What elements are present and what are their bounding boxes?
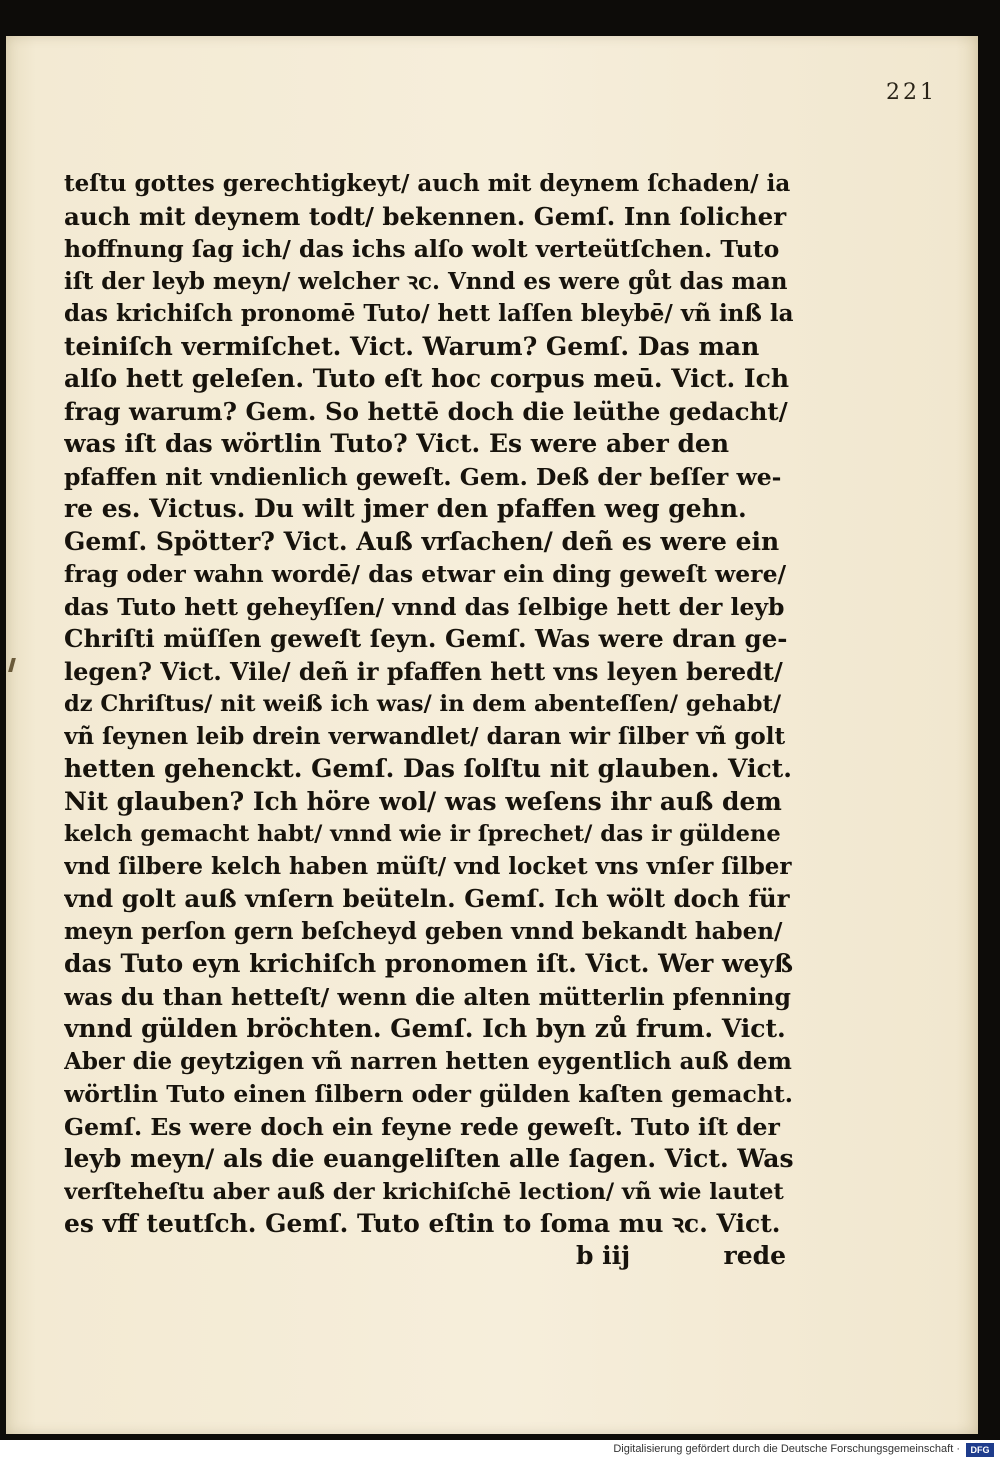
folio-number: 221 xyxy=(886,80,937,105)
text-line: meyn perſon gern beſcheyd geben vnnd bekandt haben/ xyxy=(64,917,783,945)
text-line: was iſt das wörtlin Tuto? Vict. Es were aber den xyxy=(64,429,730,458)
text-line: frag oder wahn wordē/ das etwar ein ding geweſt were/ xyxy=(64,560,787,588)
credit-footer xyxy=(0,1440,1000,1462)
dfg-logo-icon: DFG xyxy=(966,1443,994,1457)
page-text xyxy=(64,168,794,1241)
text-line: das Tuto eyn krichiſch pronomen iſt. Vict. Wer weyß xyxy=(64,949,793,978)
text-line: pfaffen nit vndienlich geweſt. Gem. Deß der beſſer we- xyxy=(64,462,782,491)
text-line: teiniſch vermiſchet. Vict. Warum? Gemſ. Das man xyxy=(64,331,760,361)
text-line: wörtlin Tuto einen ſilbern oder gülden kaſten gemacht. xyxy=(64,1080,793,1108)
text-line: alſo hett geleſen. Tuto eſt hoc corpus meū. Vict. Ich xyxy=(64,364,790,393)
text-line: teſtu gottes gerechtigkeyt/ auch mit deynem ſchaden/ ia xyxy=(64,170,791,197)
text-line: vnnd gülden bröchten. Gemſ. Ich byn zů frum. Vict. xyxy=(64,1014,786,1043)
text-line: es vff teutſch. Gemſ. Tuto eſtin to ſoma mu ꝛc. Vict. xyxy=(64,1209,781,1238)
text-line: hoffnung ſag ich/ das ichs alſo wolt verteütſchen. Tuto xyxy=(64,235,780,263)
book-page xyxy=(6,36,978,1434)
catchword: rede xyxy=(723,1241,786,1270)
text-line: das Tuto hett geheyſſen/ vnnd das ſelbige hett der leyb xyxy=(64,592,785,621)
margin-mark xyxy=(8,658,16,672)
funding-credit: Digitalisierung gefördert durch die Deutsche Forschungsgemeinschaft · xyxy=(613,1443,960,1455)
text-line: was du than hetteſt/ wenn die alten mütterlin pfenning xyxy=(64,982,791,1011)
text-line: legen? Vict. Vile/ deñ ir pfaffen hett vns leyen beredt/ xyxy=(64,656,783,686)
text-line: Gemſ. Spötter? Vict. Auß vrſachen/ deñ es were ein xyxy=(64,526,780,556)
text-line: Nit glauben? Ich höre wol/ was weſens ihr auß dem xyxy=(64,786,782,816)
text-line: vnd golt auß vnſern beüteln. Gemſ. Ich wölt doch für xyxy=(64,884,790,913)
signature-mark: b iij xyxy=(576,1241,631,1270)
text-line: Gemſ. Es were doch ein feyne rede geweſt. Tuto iſt der xyxy=(64,1112,780,1141)
text-line: verſteheſtu aber auß der krichiſchē lection/ vñ wie lautet xyxy=(64,1178,784,1205)
text-line: vñ ſeynen leib drein verwandlet/ daran wir ſilber vñ golt xyxy=(64,722,786,750)
text-line: Chriſti müſſen geweſt ſeyn. Gemſ. Was were dran ge- xyxy=(64,624,788,653)
text-line: dz Chriſtus/ nit weiß ich was/ in dem abenteſſen/ gehabt/ xyxy=(64,691,782,717)
text-line: hetten gehenckt. Gemſ. Das ſolſtu nit glauben. Vict. xyxy=(64,754,792,783)
text-line: auch mit deynem todt/ bekennen. Gemſ. Inn ſolicher xyxy=(64,201,787,231)
text-line: iſt der leyb meyn/ welcher ꝛc. Vnnd es were gůt das man xyxy=(64,267,788,295)
text-line: Aber die geytzigen vñ narren hetten eygentlich auß dem xyxy=(64,1047,792,1075)
page-footer-line xyxy=(576,1241,786,1275)
text-line: re es. Victus. Du wilt jmer den pfaffen weg gehn. xyxy=(64,494,747,523)
text-line: frag warum? Gem. So hettē doch die leüthe gedacht/ xyxy=(64,396,788,426)
text-line: kelch gemacht habt/ vnnd wie ir ſprechet/ das ir güldene xyxy=(64,821,781,847)
text-line: leyb meyn/ als die euangeliſten alle ſagen. Vict. Was xyxy=(64,1144,794,1173)
text-line: vnd ſilbere kelch haben müſt/ vnd locket vns vnſer ſilber xyxy=(64,852,792,880)
text-line: das krichiſch pronomē Tuto/ hett laſſen bleybē/ vñ inß la xyxy=(64,300,794,327)
